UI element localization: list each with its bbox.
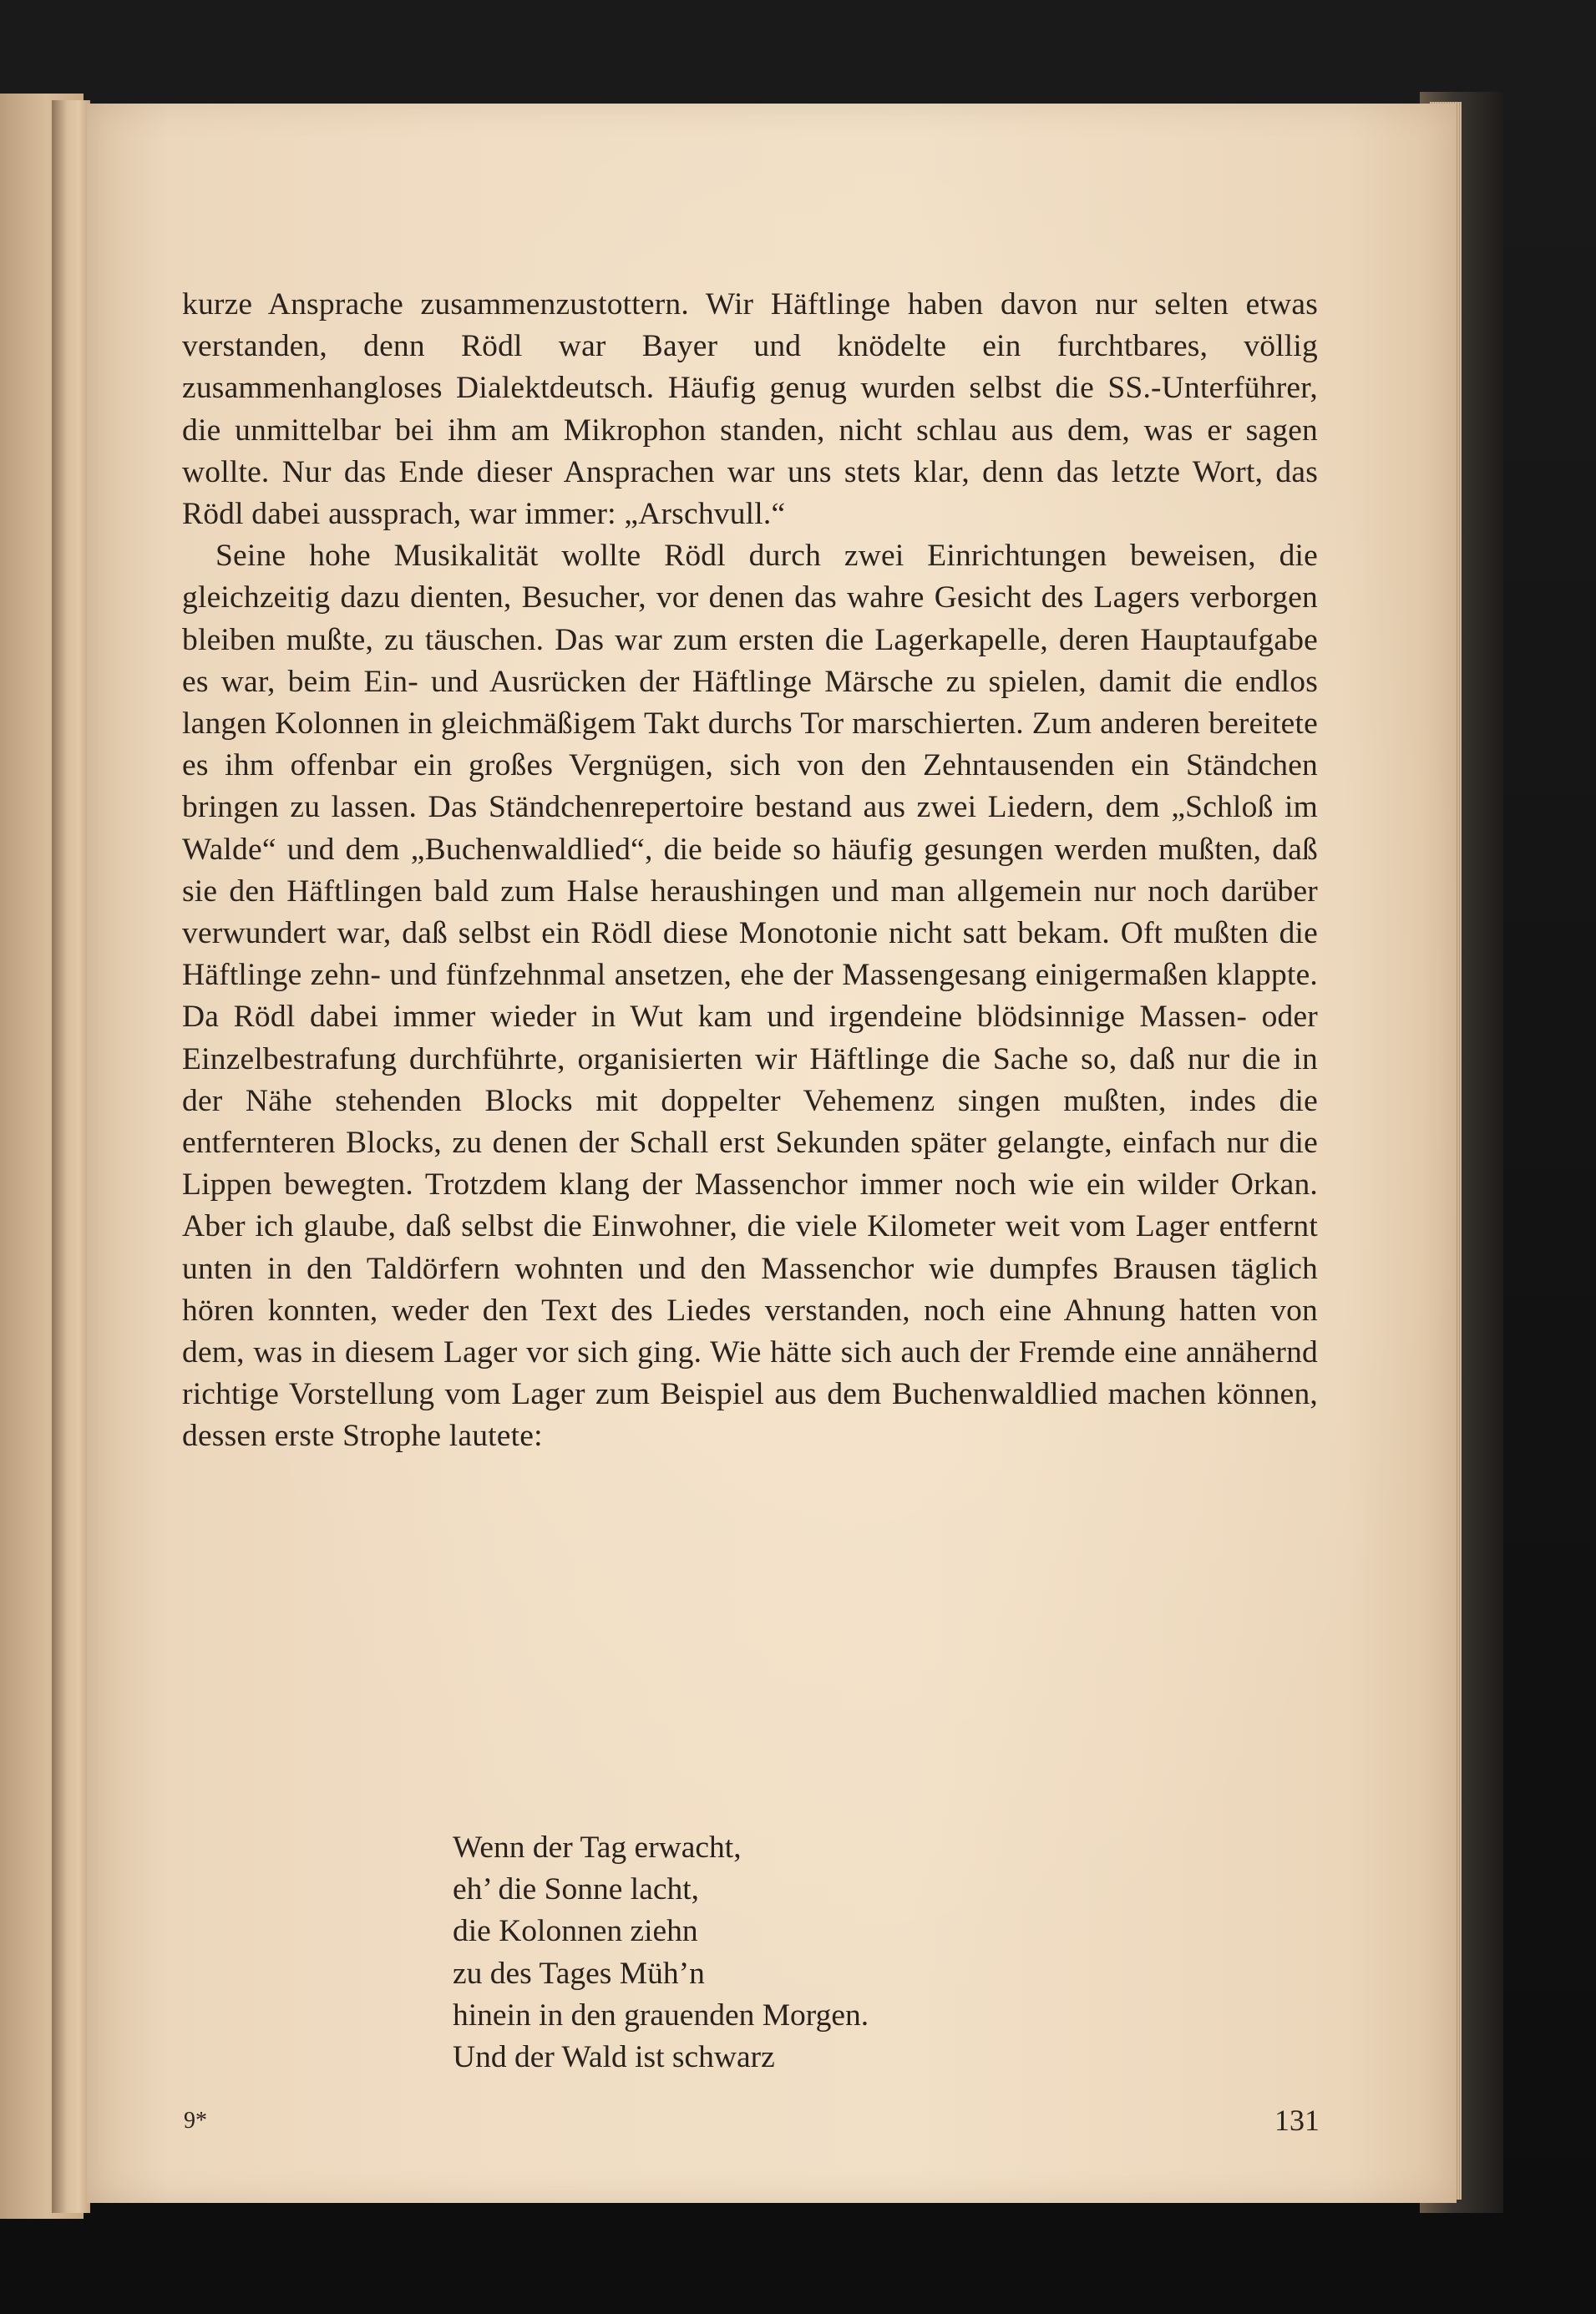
signature-mark: 9* xyxy=(184,2108,207,2134)
paragraph: kurze Ansprache zusammenzustottern. Wir Häftlinge haben davon nur selten etwas verstanden, denn Rödl war Bayer und knödelte ein furchtbares, völlig zusammenhangloses Dialektdeutsch. Häufig genug wurden selbst die SS.-Unterführer, die unmittelbar bei ihm am Mikrophon standen, nicht schlau aus dem, was er sagen wollte. Nur das Ende dieser Ansprachen war uns stets klar, denn das letzte Wort, das Rödl dabei aussprach, war immer: „Arschvull.“ xyxy=(182,287,1318,532)
verse-line: hinein in den grauenden Morgen. xyxy=(453,1998,869,2033)
verse-line: die Kolonnen ziehn xyxy=(453,1914,698,1949)
verse-line: zu des Tages Müh’n xyxy=(453,1956,705,1991)
book-page xyxy=(87,104,1457,2203)
verse-line: eh’ die Sonne lacht, xyxy=(453,1872,700,1907)
page-number: 131 xyxy=(1274,2104,1320,2137)
verse-line: Und der Wald ist schwarz xyxy=(453,2040,775,2075)
paragraph: Seine hohe Musikalität wollte Rödl durch zwei Einrichtungen beweisen, die gleichzeitig dazu dienten, Besucher, vor denen das wahre Gesicht des Lagers verborgen bleiben mußte, zu täuschen. Das war zum ersten die Lagerkapelle, deren Hauptaufgabe es war, beim Ein- und Ausrücken der Häftlinge Märsche zu spielen, damit die endlos langen Kolonnen in gleichmäßigem Takt durchs Tor marschierten. Zum anderen bereitete es ihm offenbar ein großes Vergnügen, sich von den Zehntausenden ein Ständchen bringen zu lassen. Das Ständchenrepertoire bestand aus zwei Liedern, dem „Schloß im Walde“ und dem „Buchenwaldlied“, die beide so häufig gesungen werden mußten, daß sie den Häftlingen bald zum Halse heraushingen und man allgemein nur noch darüber verwundert war, daß selbst ein Rödl diese Monotonie nicht satt bekam. Oft mußten die Häftlinge zehn- und fünfzehnmal ansetzen, ehe der Massengesang einigermaßen klappte. Da Rödl dabei immer wieder in Wut kam und irgendeine blödsinnige Massen- oder Einzelbestrafung durchführte, organisierten wir Häftlinge die Sache so, daß nur die in der Nähe stehenden Blocks mit doppelter Vehemenz singen mußten, indes die entfernteren Blocks, zu denen der Schall erst Sekunden später gelangte, einfach nur die Lippen bewegten. Trotzdem klang der Massenchor immer noch wie ein wilder Orkan. Aber ich glaube, daß selbst die Einwohner, die viele Kilometer weit vom Lager entfernt unten in den Taldörfern wohnten und den Massenchor wie dumpfes Brausen täglich hören konnten, weder den Text des Liedes verstanden, noch eine Ahnung hatten von dem, was in diesem Lager vor sich ging. Wie hätte sich auch der Fremde eine annähernd richtige Vorstellung vom Lager zum Beispiel aus dem Buchenwaldlied machen können, dessen erste Strophe lautete: xyxy=(182,539,1318,1454)
book-gutter xyxy=(52,100,90,2213)
song-verse xyxy=(453,1827,869,2079)
verse-line: Wenn der Tag erwacht, xyxy=(453,1830,742,1865)
body-text xyxy=(182,284,1318,1458)
